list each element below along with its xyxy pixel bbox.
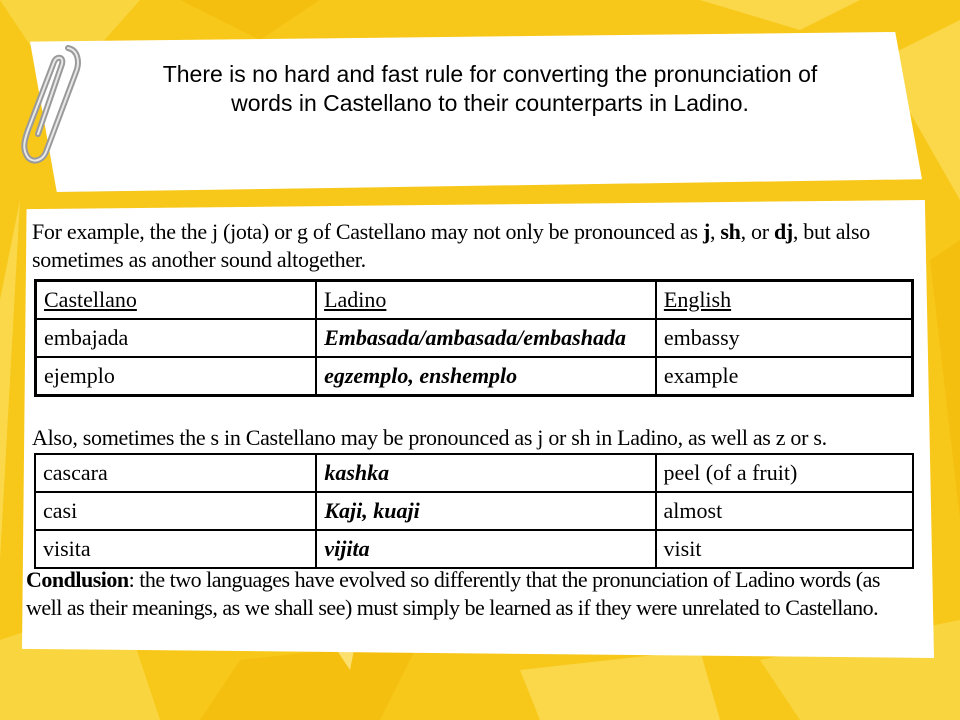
cell-castellano: visita	[35, 530, 316, 568]
example-sh: sh	[720, 219, 741, 244]
example-text: For example, the the j (jota) or g of Castellano may not only be pronounced as	[32, 219, 703, 244]
cell-castellano: embajada	[36, 319, 317, 357]
conclusion-paragraph	[26, 566, 936, 622]
example-j: j	[702, 219, 710, 244]
cell-castellano: cascara	[35, 454, 316, 492]
header-ladino: Ladino	[316, 281, 656, 320]
table-row	[35, 492, 913, 530]
example-sep: ,	[710, 219, 721, 244]
conclusion-text-line-2: well as their meanings, as we shall see) must simply be learned as if they were unrelated to Castellano.	[26, 595, 879, 620]
cell-english: embassy	[656, 319, 913, 357]
heading-line-2: words in Castellano to their counterparts in Ladino.	[231, 90, 749, 116]
cell-castellano: ejemplo	[36, 357, 317, 396]
example-text: , but also	[792, 219, 870, 244]
table-header-row	[36, 281, 913, 320]
example-sep: , or	[740, 219, 774, 244]
table-row	[36, 357, 913, 396]
cell-english: visit	[656, 530, 913, 568]
cell-ladino: vijita	[316, 530, 655, 568]
heading-line-1: There is no hard and fast rule for converting the pronunciation of	[162, 61, 818, 87]
cell-ladino: Kaji, kuaji	[316, 492, 655, 530]
cell-ladino: kashka	[316, 454, 655, 492]
cell-english: example	[656, 357, 913, 396]
example-text-line-2: sometimes as another sound altogether.	[32, 247, 366, 272]
table-row	[35, 530, 913, 568]
example-paragraph	[32, 218, 932, 274]
heading-text	[90, 60, 890, 118]
also-paragraph: Also, sometimes the s in Castellano may be pronounced as j or sh in Ladino, as well as z or s.	[32, 425, 827, 450]
conclusion-label: Condlusion	[26, 567, 129, 592]
cell-english: peel (of a fruit)	[656, 454, 913, 492]
example-dj: dj	[773, 219, 793, 244]
vocab-table-1	[34, 279, 914, 397]
cell-ladino: Embasada/ambasada/embashada	[316, 319, 656, 357]
cell-english: almost	[656, 492, 913, 530]
cell-castellano: casi	[35, 492, 316, 530]
header-english: English	[656, 281, 913, 320]
table-row	[36, 319, 913, 357]
vocab-table-2	[34, 453, 914, 569]
paperclip-icon	[16, 40, 86, 170]
table-row	[35, 454, 913, 492]
header-castellano: Castellano	[36, 281, 317, 320]
conclusion-text-line-1: : the two languages have evolved so differently that the pronunciation of Ladino words (as	[128, 567, 880, 592]
cell-ladino: egzemplo, enshemplo	[316, 357, 656, 396]
